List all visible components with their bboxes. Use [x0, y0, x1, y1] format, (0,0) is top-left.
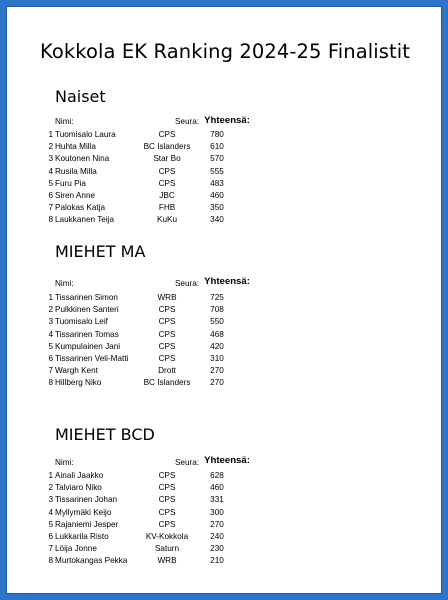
points-cell: 460: [210, 191, 224, 200]
points-cell: 468: [210, 329, 224, 339]
rank-cell: 8: [48, 378, 53, 388]
table-row: [7, 471, 443, 483]
table-row: [7, 130, 443, 142]
table-row: [7, 305, 443, 317]
name-cell: Talviaro Niko: [55, 483, 102, 493]
club-cell: CPS: [158, 471, 176, 480]
name-cell: Pulkkinen Santeri: [55, 305, 119, 315]
column-header-total: Yhteensä:: [204, 276, 250, 287]
club-cell: CPS: [158, 507, 176, 517]
table-row: [7, 378, 443, 390]
table-row: [7, 317, 443, 329]
column-header-name: Nimi:: [55, 458, 74, 467]
rank-cell: 3: [48, 317, 53, 327]
club-cell: CPS: [158, 519, 176, 529]
name-cell: Tissarinen Johan: [55, 495, 118, 505]
table-row: [7, 215, 443, 227]
column-header-name: Nimi:: [55, 279, 74, 288]
rank-cell: 6: [48, 191, 53, 200]
points-cell: 708: [210, 305, 224, 315]
name-cell: Löija Jonne: [55, 544, 97, 554]
name-cell: Huhta Milla: [55, 142, 96, 152]
rank-cell: 1: [48, 130, 53, 139]
club-cell: KV-Kokkola: [145, 532, 189, 541]
rank-cell: 4: [48, 329, 53, 339]
rank-cell: 4: [48, 166, 53, 176]
club-cell: CPS: [158, 329, 176, 339]
table-row: [7, 520, 443, 532]
name-cell: Furu Pia: [55, 178, 86, 188]
table-row: [7, 366, 443, 378]
name-cell: Tuomisalo Leif: [55, 317, 108, 327]
name-cell: Tuomisalo Laura: [55, 130, 116, 139]
club-cell: FHB: [158, 203, 176, 213]
name-cell: Lukkarila Risto: [55, 532, 109, 541]
section-title: MIEHET MA: [55, 242, 146, 261]
points-cell: 270: [210, 366, 224, 376]
rank-cell: 7: [48, 203, 53, 213]
club-cell: CPS: [158, 341, 176, 351]
rank-cell: 1: [48, 293, 53, 302]
name-cell: Palokas Katja: [55, 203, 106, 213]
points-cell: 350: [210, 203, 224, 213]
rank-cell: 2: [48, 483, 53, 493]
club-cell: CPS: [158, 317, 176, 327]
name-cell: Rajaniemi Jesper: [55, 519, 119, 529]
column-header-name: Nimi:: [55, 117, 74, 126]
club-cell: WRB: [157, 293, 177, 302]
name-cell: Hillberg Niko: [55, 378, 102, 388]
points-cell: 555: [210, 166, 224, 176]
rank-cell: 2: [48, 142, 53, 152]
table-row: [7, 154, 443, 166]
name-cell: Myllymäki Keijo: [55, 507, 112, 517]
table-row: [7, 167, 443, 179]
club-cell: JBC: [159, 191, 175, 200]
table-row: [7, 330, 443, 342]
table-row: [7, 142, 443, 154]
club-cell: CPS: [158, 495, 176, 505]
points-cell: 230: [210, 544, 224, 554]
points-cell: 270: [210, 519, 224, 529]
points-cell: 210: [210, 556, 224, 566]
rank-cell: 7: [48, 366, 53, 376]
table-row: [7, 495, 443, 507]
section-title: MIEHET BCD: [55, 425, 155, 444]
points-cell: 270: [210, 378, 224, 388]
column-header-total: Yhteensä:: [204, 455, 250, 466]
rank-cell: 1: [48, 471, 53, 480]
page-title: Kokkola EK Ranking 2024-25 Finalistit: [39, 40, 411, 63]
points-cell: 570: [210, 154, 224, 164]
club-cell: CPS: [158, 305, 176, 315]
table-row: [7, 508, 443, 520]
ranking-sheet: [6, 6, 442, 594]
table-row: [7, 532, 443, 544]
points-cell: 310: [210, 354, 224, 363]
column-header-club: Seura:: [174, 117, 200, 126]
table-row: [7, 203, 443, 215]
rank-cell: 5: [48, 341, 53, 351]
name-cell: Wargh Kent: [55, 366, 98, 376]
rank-cell: 4: [48, 507, 53, 517]
rank-cell: 6: [48, 354, 53, 363]
rank-cell: 3: [48, 154, 53, 164]
name-cell: Kumpulainen Jani: [55, 341, 121, 351]
club-cell: KuKu: [156, 215, 178, 225]
column-header-club: Seura:: [174, 279, 200, 288]
column-header-total: Yhteensä:: [204, 115, 250, 126]
club-cell: Saturn: [154, 544, 180, 554]
points-cell: 460: [210, 483, 224, 493]
name-cell: Koutonen Nina: [55, 154, 110, 164]
club-cell: Star Bo: [153, 154, 181, 164]
table-row: [7, 179, 443, 191]
column-header-club: Seura:: [174, 458, 200, 467]
table-row: [7, 342, 443, 354]
rank-cell: 8: [48, 556, 53, 566]
name-cell: Tissarinen Simon: [55, 293, 118, 302]
name-cell: Tissarinen Tomas: [55, 329, 119, 339]
rank-cell: 3: [48, 495, 53, 505]
table-row: [7, 544, 443, 556]
points-cell: 331: [210, 495, 224, 505]
club-cell: CPS: [158, 130, 176, 139]
name-cell: Siren Anne: [55, 191, 96, 200]
name-cell: Laukkanen Teija: [55, 215, 115, 225]
points-cell: 725: [210, 293, 224, 302]
table-row: [7, 191, 443, 203]
rank-cell: 5: [48, 519, 53, 529]
rank-cell: 6: [48, 532, 53, 541]
points-cell: 300: [210, 507, 224, 517]
rank-cell: 2: [48, 305, 53, 315]
club-cell: CPS: [158, 166, 176, 176]
section-title: Naiset: [55, 87, 106, 106]
rank-cell: 8: [48, 215, 53, 225]
name-cell: Murtokangas Pekka: [55, 556, 128, 566]
club-cell: BC Islanders: [143, 378, 191, 388]
club-cell: WRB: [157, 556, 177, 566]
points-cell: 340: [210, 215, 224, 225]
table-row: [7, 556, 443, 568]
table-row: [7, 483, 443, 495]
rank-cell: 7: [48, 544, 53, 554]
points-cell: 240: [210, 532, 224, 541]
table-row: [7, 354, 443, 366]
rank-cell: 5: [48, 178, 53, 188]
club-cell: CPS: [158, 354, 176, 363]
club-cell: Drott: [158, 366, 176, 376]
points-cell: 628: [210, 471, 224, 480]
name-cell: Tissarinen Veli-Matti: [55, 354, 129, 363]
club-cell: BC Islanders: [143, 142, 191, 152]
club-cell: CPS: [158, 178, 176, 188]
points-cell: 483: [210, 178, 224, 188]
points-cell: 780: [210, 130, 224, 139]
points-cell: 550: [210, 317, 224, 327]
table-row: [7, 293, 443, 305]
points-cell: 610: [210, 142, 224, 152]
points-cell: 420: [210, 341, 224, 351]
club-cell: CPS: [158, 483, 176, 493]
name-cell: Rusila Milla: [55, 166, 97, 176]
name-cell: Ainali Jaakko: [55, 471, 104, 480]
